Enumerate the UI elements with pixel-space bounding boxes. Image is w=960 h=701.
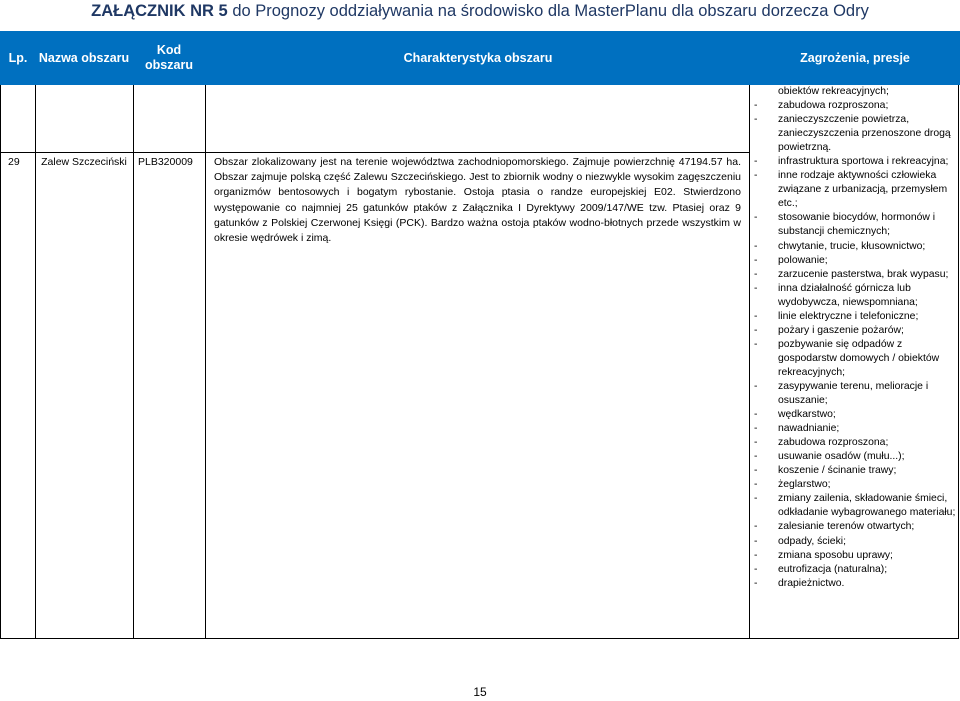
- threat-item: [752, 268, 958, 282]
- bullet-dash: -: [754, 563, 758, 575]
- row-name: Zalew Szczeciński: [41, 156, 127, 168]
- threat-item: [752, 113, 958, 155]
- row-lp: 29: [8, 156, 20, 168]
- threat-item: [752, 338, 958, 380]
- bullet-dash: -: [754, 100, 758, 112]
- threat-item: [752, 155, 958, 169]
- threat-item: [752, 324, 958, 338]
- threats-list: [752, 85, 958, 591]
- threat-item: [752, 211, 958, 239]
- threat-text: linie elektryczne i telefoniczne;: [778, 310, 919, 322]
- bullet-dash: -: [754, 212, 758, 224]
- bullet-dash: -: [754, 409, 758, 421]
- bullet-dash: -: [754, 338, 758, 350]
- threat-item: [752, 549, 958, 563]
- document-title-rest: do Prognozy oddziaływania na środowisko dla MasterPlanu dla obszaru dorzecza Odry: [227, 2, 869, 20]
- threat-text: zalesianie terenów otwartych;: [778, 521, 915, 533]
- bullet-dash: -: [754, 114, 758, 126]
- header-name: Nazwa obszaru: [38, 50, 130, 65]
- threat-text: zarzucenie pasterstwa, brak wypasu;: [778, 268, 949, 280]
- bullet-dash: -: [754, 380, 758, 392]
- page-number: 15: [473, 685, 487, 699]
- threat-text: pozbywanie się odpadów z gospodarstw domowych / obiektów rekreacyjnych;: [778, 338, 940, 378]
- row-code: PLB320009: [138, 156, 193, 168]
- bullet-dash: -: [754, 170, 758, 182]
- bullet-dash: -: [754, 310, 758, 322]
- threat-item: [752, 577, 958, 591]
- bullet-dash: -: [754, 479, 758, 491]
- row-description: Obszar zlokalizowany jest na terenie województwa zachodniopomorskiego. Zajmuje powierzchnię 47194.57 ha. Obszar zajmuje polską część Zalewu Szczecińskiego. Jest to zbiornik wodny o niezwykle wysokim zagęszczeniu organizmów bentosowych i bogatym rybostanie. Ostoja ptasia o randze europejskiej E02. Stwierdzono występowanie co najmniej 25 gatunków ptaków z Załącznika I Dyrektywy 2009/147/WE tzw. Ptasiej oraz 9 gatunków z Polskiej Czerwonej Księgi (PCK). Bardzo ważna ostoja ptaków wodno-błotnych przede wszystkim w okresie wędrówek i zimą.: [214, 156, 741, 245]
- threat-item: [752, 436, 958, 450]
- column-divider: [205, 85, 206, 639]
- threat-text: inne rodzaje aktywności człowieka związane z urbanizacją, przemysłem etc.;: [778, 170, 948, 210]
- threat-text: pożary i gaszenie pożarów;: [778, 324, 904, 336]
- bullet-dash: -: [754, 156, 758, 168]
- bullet-dash: -: [754, 521, 758, 533]
- threat-text: zasypywanie terenu, melioracje i osuszanie;: [778, 380, 929, 407]
- threat-text: nawadnianie;: [778, 423, 840, 435]
- threat-item: [752, 535, 958, 549]
- threat-item: [752, 422, 958, 436]
- bullet-dash: -: [754, 535, 758, 547]
- header-threats: Zagrożenia, presje: [800, 50, 910, 65]
- threat-item: [752, 282, 958, 310]
- threat-text: drapieżnictwo.: [778, 577, 845, 589]
- table-header: [0, 31, 960, 85]
- header-code: Kod obszaru: [145, 43, 193, 72]
- threat-item: [752, 520, 958, 534]
- bullet-dash: -: [754, 423, 758, 435]
- bullet-dash: -: [754, 282, 758, 294]
- column-divider: [749, 85, 750, 639]
- bullet-dash: -: [754, 549, 758, 561]
- bullet-dash: -: [754, 577, 758, 589]
- threat-text: polowanie;: [778, 254, 828, 266]
- threat-item: [752, 464, 958, 478]
- threat-text: infrastruktura sportowa i rekreacyjna;: [778, 156, 949, 168]
- threat-text: zanieczyszczenie powietrza, zanieczyszczenia przenoszone drogą powietrzną.: [778, 114, 951, 154]
- threat-text: wędkarstwo;: [778, 409, 836, 421]
- threat-text: zmiany zailenia, składowanie śmieci, odkładanie wybagrowanego materiału;: [778, 493, 956, 519]
- threat-text: stosowanie biocydów, hormonów i substancji chemicznych;: [778, 212, 936, 238]
- threat-text: usuwanie osadów (mułu...);: [778, 451, 905, 463]
- threat-text: żeglarstwo;: [778, 479, 831, 491]
- threat-text: zmiana sposobu uprawy;: [778, 549, 893, 561]
- header-characteristics: Charakterystyka obszaru: [403, 50, 553, 65]
- threat-text: inna działalność górnicza lub wydobywcza, niewspomniana;: [778, 282, 918, 308]
- bullet-dash: -: [754, 437, 758, 449]
- column-divider: [133, 85, 134, 639]
- threat-item: [752, 380, 958, 408]
- threat-item: [752, 240, 958, 254]
- document-title: [0, 0, 960, 30]
- threat-item: [752, 408, 958, 422]
- threat-item: [752, 563, 958, 577]
- row-divider: [0, 152, 750, 153]
- threat-text: zabudowa rozproszona;: [778, 437, 889, 449]
- threat-text: koszenie / ścinanie trawy;: [778, 465, 897, 477]
- threat-item: [752, 492, 958, 520]
- threat-continuation: obiektów rekreacyjnych;: [778, 86, 889, 97]
- threat-item: [752, 450, 958, 464]
- bullet-dash: -: [754, 465, 758, 477]
- bullet-dash: -: [754, 240, 758, 252]
- bullet-dash: -: [754, 268, 758, 280]
- threat-item: [752, 254, 958, 268]
- bullet-dash: -: [754, 451, 758, 463]
- threat-text: odpady, ścieki;: [778, 535, 846, 547]
- threat-text: eutrofizacja (naturalna);: [778, 563, 888, 575]
- threat-text: chwytanie, trucie, kłusownictwo;: [778, 240, 926, 252]
- threat-item: [752, 99, 958, 113]
- threat-item: [752, 478, 958, 492]
- bullet-dash: -: [754, 254, 758, 266]
- header-lp: Lp.: [8, 50, 28, 65]
- document-title-bold: ZAŁĄCZNIK NR 5: [91, 2, 228, 20]
- threat-text: zabudowa rozproszona;: [778, 100, 889, 112]
- bullet-dash: -: [754, 493, 758, 505]
- threat-item: [752, 169, 958, 211]
- bullet-dash: -: [754, 324, 758, 336]
- threat-item: [752, 310, 958, 324]
